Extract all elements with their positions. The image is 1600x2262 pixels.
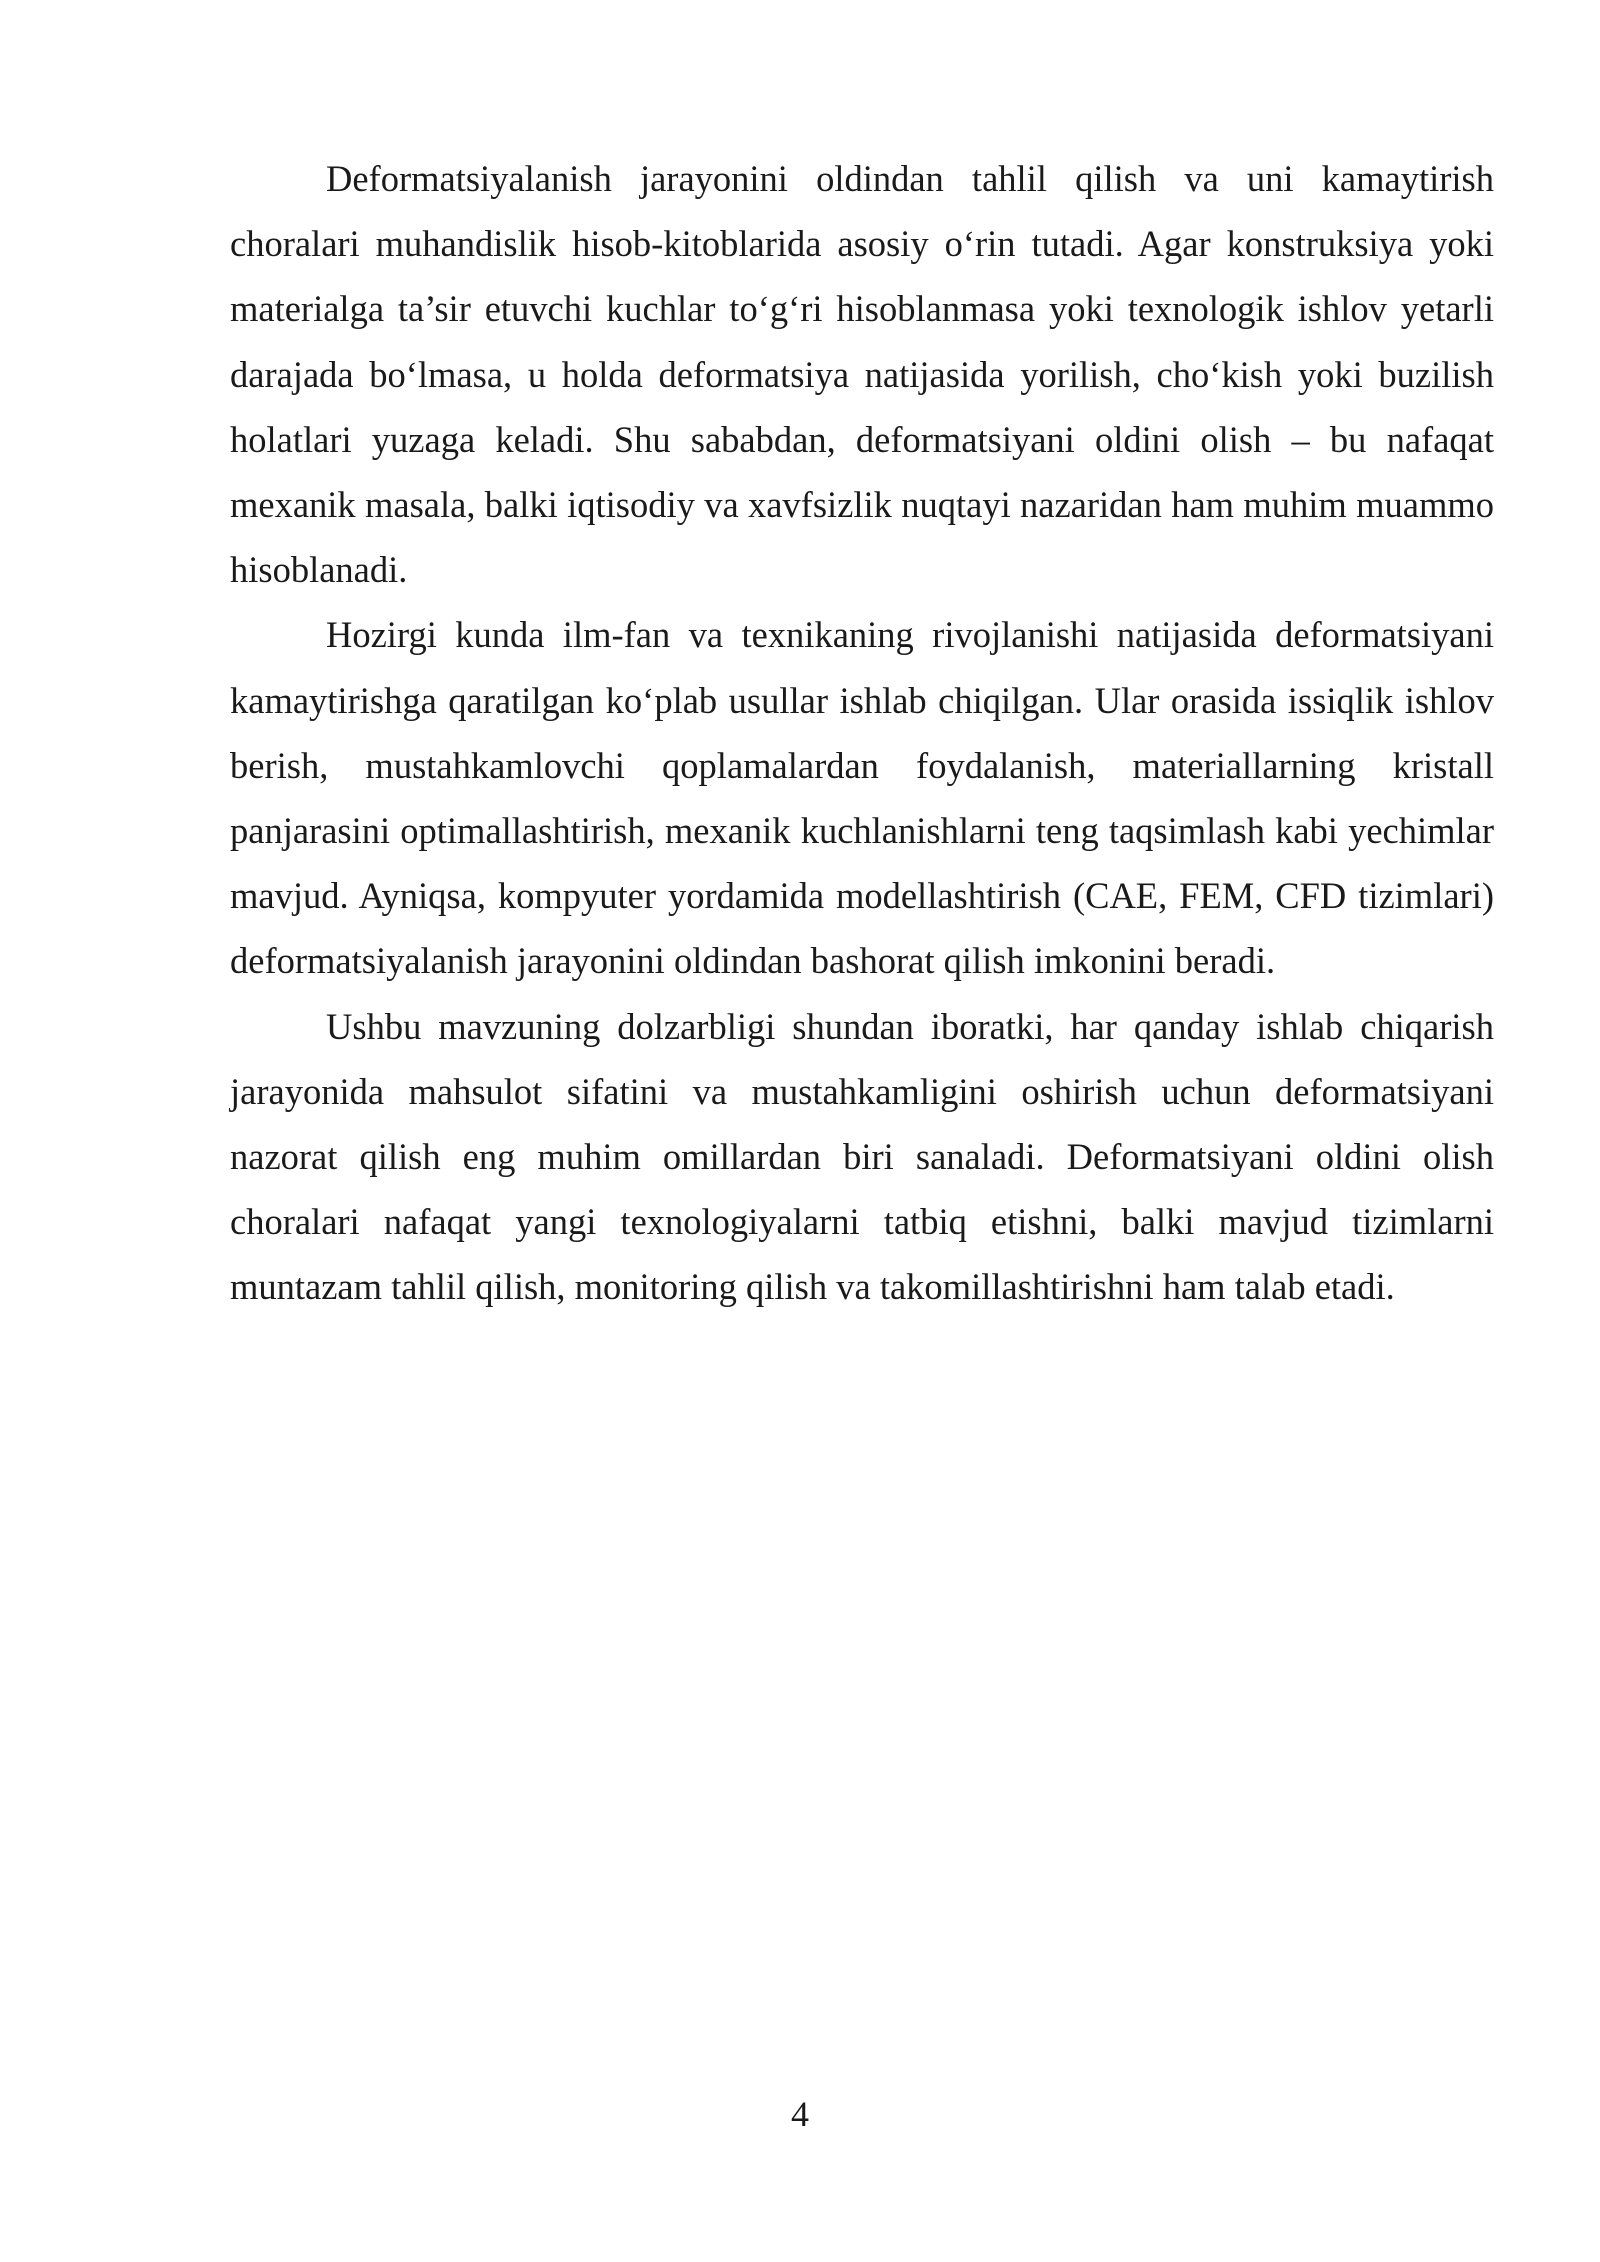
page-number: 4 — [791, 2094, 809, 2134]
body-text — [230, 146, 1494, 1320]
paragraph-3: Ushbu mavzuning dolzarbligi shundan iboratki, har qanday ishlab chiqarish jarayonida mahsulot sifatini va mustahkamligini oshirish uchun deformatsiyani nazorat qilish eng muhim omillardan biri sanaladi. Deformatsiyani oldini olish choralari nafaqat yangi texnologiyalarni tatbiq etishni, balki mavjud tizimlarni muntazam tahlil qilish, monitoring qilish va takomillashtirishni ham talab etadi. — [230, 1005, 1494, 1308]
paragraph-1: Deformatsiyalanish jarayonini oldindan tahlil qilish va uni kamaytirish choralari muhandislik hisob-kitoblarida asosiy oʻrin tutadi. Agar konstruksiya yoki materialga ta’sir etuvchi kuchlar toʻgʻri hisoblanmasa yoki texnologik ishlov yetarli darajada boʻlmasa, u holda deformatsiya natijasida yorilish, choʻkish yoki buzilish holatlari yuzaga keladi. Shu sababdan, deformatsiyani oldini olish – bu nafaqat mexanik masala, balki iqtisodiy va xavfsizlik nuqtayi nazaridan ham muhim muammo hisoblanadi. — [230, 158, 1494, 591]
paragraph-2: Hozirgi kunda ilm-fan va texnikaning rivojlanishi natijasida deformatsiyani kamaytirishga qaratilgan koʻplab usullar ishlab chiqilgan. Ular orasida issiqlik ishlov berish, mustahkamlovchi qoplamalardan foydalanish, materiallarning kristall panjarasini optimallashtirish, mexanik kuchlanishlarni teng taqsimlash kabi yechimlar mavjud. Ayniqsa, kompyuter yordamida modellashtirish (CAE, FEM, CFD tizimlari) deformatsiyalanish jarayonini oldindan bashorat qilish imkonini beradi. — [230, 614, 1494, 982]
